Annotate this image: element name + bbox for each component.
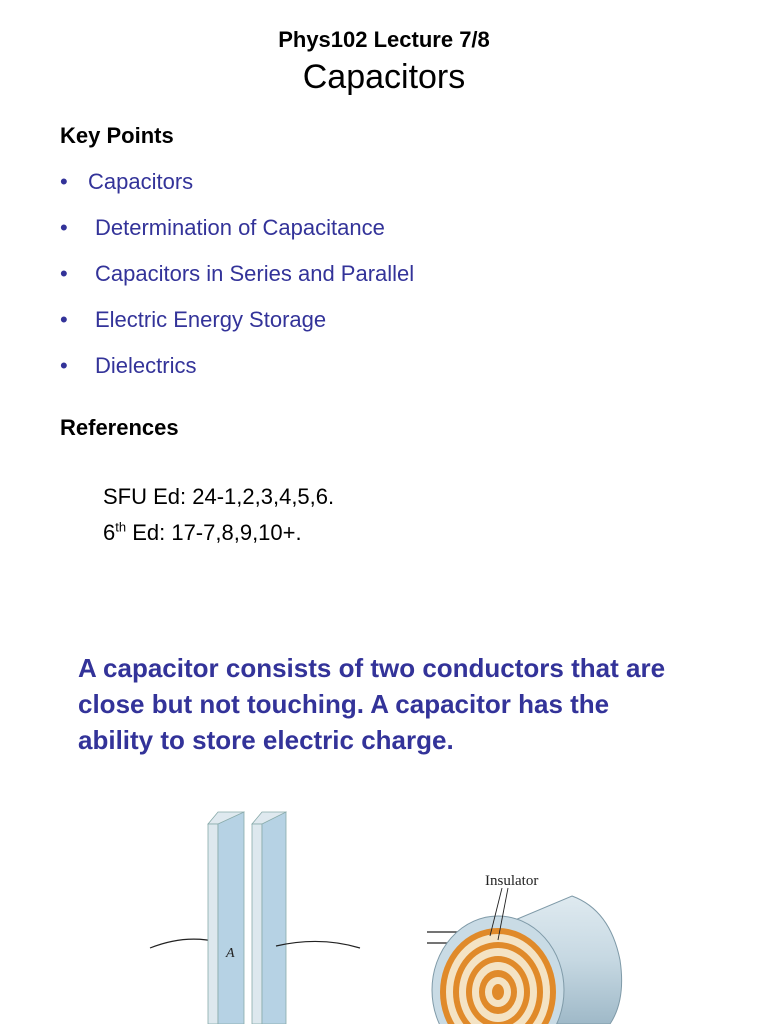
capacitor-definition: A capacitor consists of two conductors that are close but not touching. A capacitor has the ability to store electric charge. [78, 653, 666, 755]
key-point-item: • Electric Energy Storage [60, 305, 326, 335]
bullet-icon: • [60, 215, 68, 240]
key-point-item: • Capacitors [60, 167, 193, 197]
parallel-plate-capacitor [150, 812, 360, 1024]
references-heading: References [60, 415, 179, 440]
lecture-title: Phys102 Lecture 7/8 [278, 27, 490, 52]
page-title: Capacitors [302, 58, 466, 96]
capacitor-figure [140, 800, 740, 1024]
key-point-item: • Capacitors in Series and Parallel [60, 259, 414, 289]
reference-line: SFU Ed: 24-1,2,3,4,5,6. [103, 484, 335, 509]
bullet-icon: • [60, 261, 68, 286]
bullet-icon: • [60, 353, 68, 378]
key-points-heading: Key Points [60, 123, 174, 148]
rolled-capacitor [427, 873, 622, 1024]
reference-line: 6th Ed: 17-7,8,9,10+. [103, 519, 302, 545]
key-point-item: • Dielectrics [60, 351, 196, 381]
key-point-item: • Determination of Capacitance [60, 213, 385, 243]
plate-area-label: A [226, 946, 235, 961]
bullet-icon: • [60, 169, 68, 194]
bullet-icon: • [60, 307, 68, 332]
insulator-label: Insulator [485, 873, 539, 889]
